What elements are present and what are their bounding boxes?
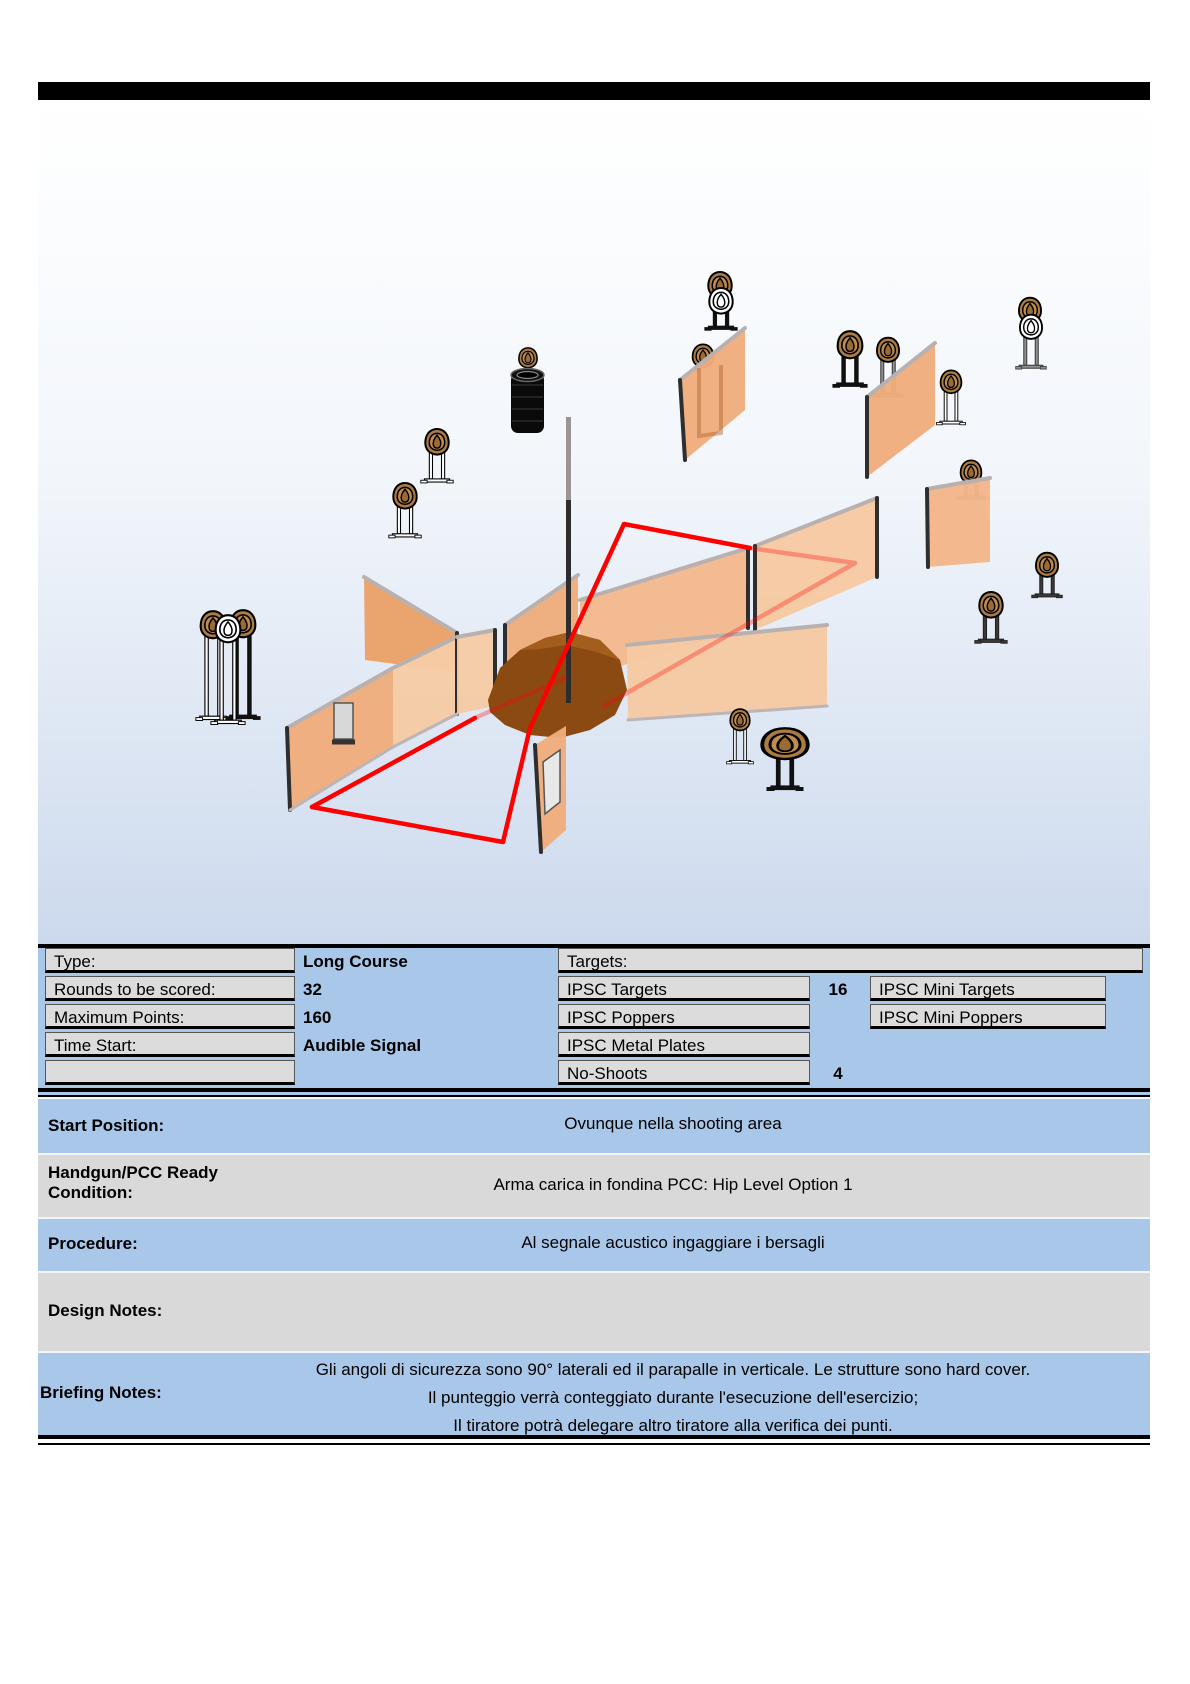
ready-condition-content: Arma carica in fondina PCC: Hip Level Option 1 bbox=[493, 1175, 853, 1194]
design-notes-section bbox=[38, 1271, 1150, 1351]
no-shoots-count: 4 bbox=[833, 1064, 843, 1083]
procedure-section bbox=[38, 1217, 1150, 1271]
table-double-rule bbox=[38, 1088, 1150, 1097]
start-position-section bbox=[38, 1097, 1150, 1153]
ready-condition-label-line1: Handgun/PCC Ready bbox=[48, 1163, 219, 1182]
start-position-label: Start Position: bbox=[48, 1116, 165, 1135]
start-position-content: Ovunque nella shooting area bbox=[564, 1114, 782, 1133]
wall-right-front bbox=[927, 478, 990, 567]
empty-label-cell bbox=[45, 1060, 295, 1085]
type-value: Long Course bbox=[303, 952, 408, 971]
stage-diagram-area bbox=[38, 100, 1150, 944]
ready-condition-label-line2: Condition: bbox=[48, 1183, 133, 1202]
panel-insert bbox=[543, 750, 560, 814]
type-label-cell: Type: bbox=[45, 948, 295, 973]
design-notes-label: Design Notes: bbox=[48, 1301, 163, 1320]
black-barrel bbox=[511, 369, 544, 434]
ipsc-targets-cell: IPSC Targets bbox=[558, 976, 810, 1001]
poppers-cell: IPSC Poppers bbox=[558, 1004, 810, 1029]
table-row bbox=[38, 1032, 1150, 1060]
briefing-notes-section bbox=[38, 1351, 1150, 1435]
ipsc-targets-count: 16 bbox=[828, 980, 848, 999]
ready-condition-label bbox=[48, 1163, 218, 1203]
points-value: 160 bbox=[303, 1008, 332, 1027]
range-pole bbox=[566, 417, 571, 703]
procedure-content: Al segnale acustico ingaggiare i bersagli bbox=[521, 1233, 825, 1252]
table-row bbox=[38, 976, 1150, 1004]
mini-poppers-cell: IPSC Mini Poppers bbox=[870, 1004, 1106, 1029]
targets-header-cell: Targets: bbox=[558, 948, 1143, 973]
points-label-cell: Maximum Points: bbox=[45, 1004, 295, 1029]
table-row bbox=[38, 1004, 1150, 1032]
stage-info-table bbox=[38, 944, 1150, 1445]
stage-diagram bbox=[38, 100, 1150, 944]
procedure-label: Procedure: bbox=[48, 1234, 138, 1253]
briefing-line-1: Gli angoli di sicurezza sono 90° laterali ed il parapalle in verticale. Le strutture sono hard cover. bbox=[315, 1360, 1031, 1379]
briefing-notes-content bbox=[268, 1356, 1078, 1440]
no-shoots-cell: No-Shoots bbox=[558, 1060, 810, 1085]
ready-condition-section bbox=[38, 1153, 1150, 1217]
briefing-notes-label: Briefing Notes: bbox=[40, 1383, 162, 1402]
briefing-line-3: Il tiratore potrà delegare altro tiratore alla verifica dei punti. bbox=[453, 1416, 893, 1435]
time-start-value: Audible Signal bbox=[303, 1036, 422, 1055]
time-start-label-cell: Time Start: bbox=[45, 1032, 295, 1057]
rounds-value: 32 bbox=[303, 980, 322, 999]
table-row bbox=[38, 1060, 1150, 1088]
mini-targets-cell: IPSC Mini Targets bbox=[870, 976, 1106, 1001]
rounds-label-cell: Rounds to be scored: bbox=[45, 976, 295, 1001]
metal-plates-cell: IPSC Metal Plates bbox=[558, 1032, 810, 1057]
table-row bbox=[38, 948, 1150, 976]
ipsc-target-4 bbox=[519, 348, 537, 368]
briefing-line-2: Il punteggio verrà conteggiato durante l'esecuzione dell'esercizio; bbox=[427, 1388, 919, 1407]
wall-port bbox=[332, 703, 355, 742]
